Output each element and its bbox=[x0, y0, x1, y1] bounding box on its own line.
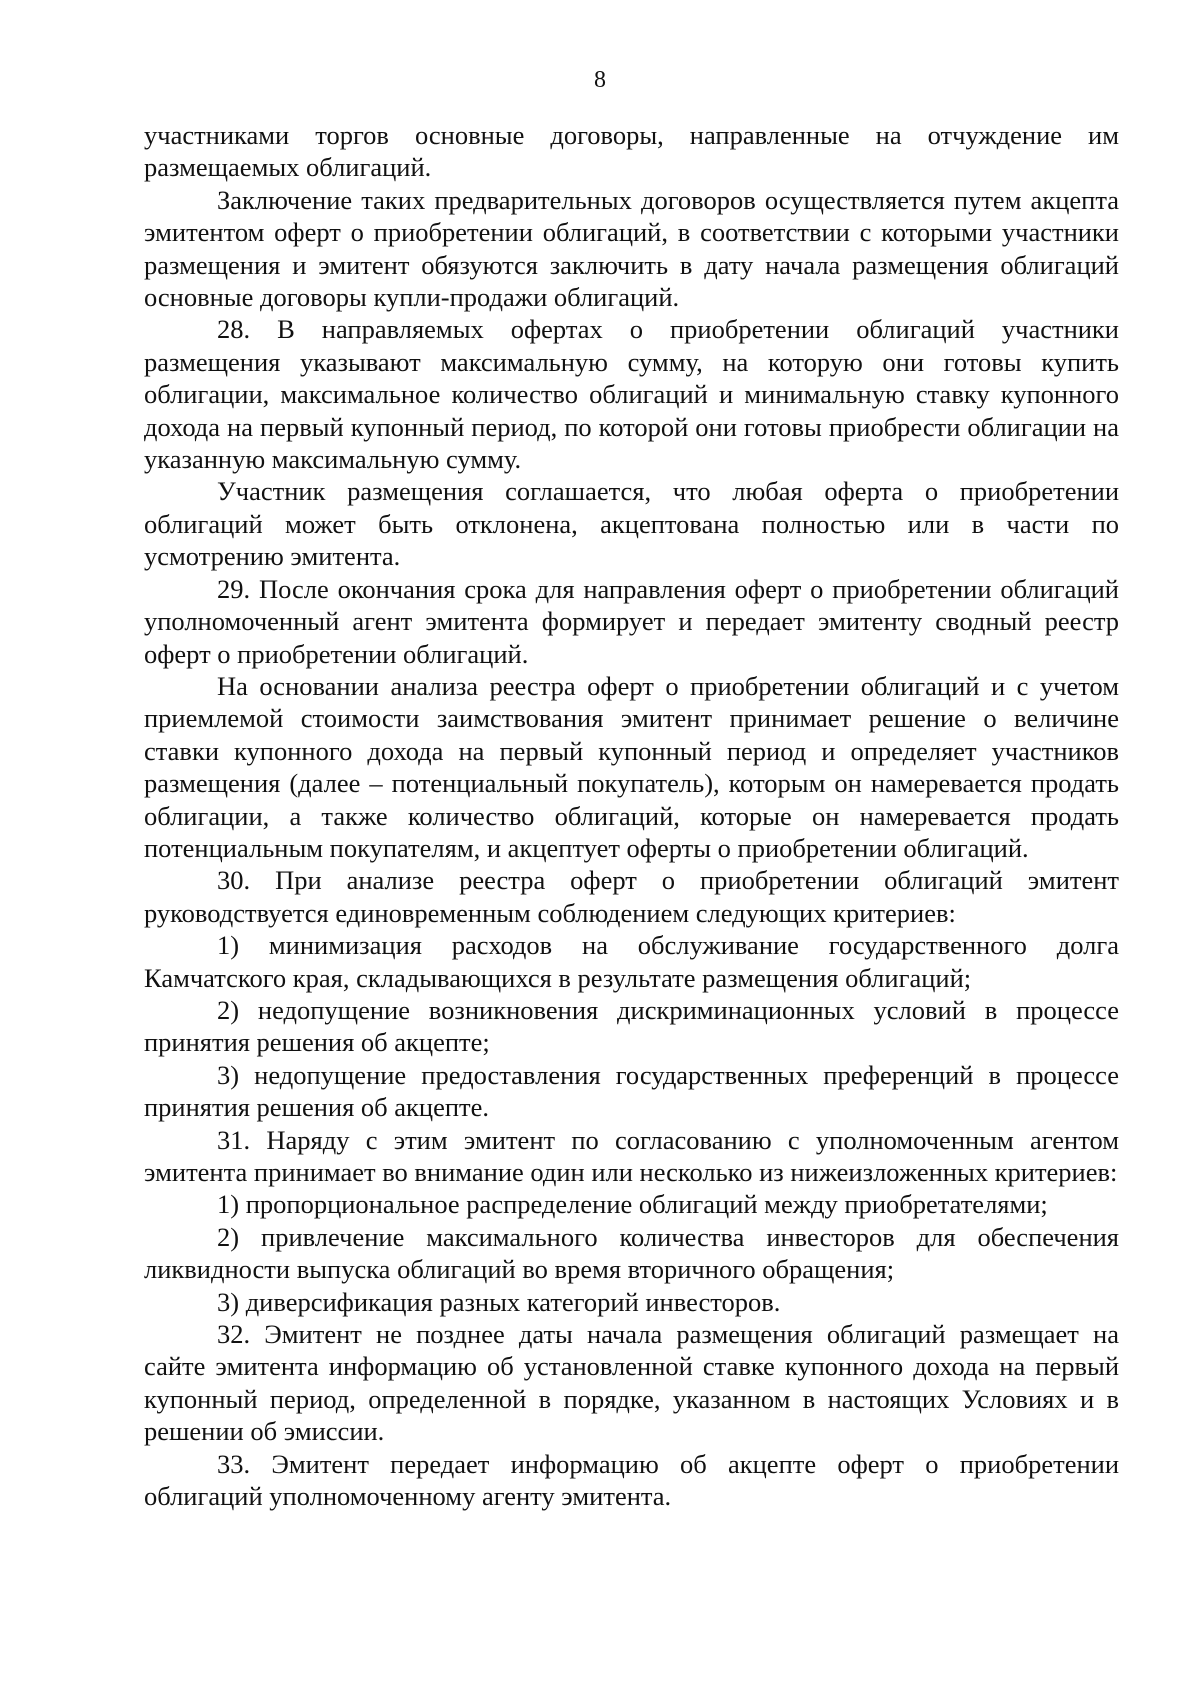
list-item-30-3: 3) недопущение предоставления государственных преференций в процессе принятия решения об акцепте. bbox=[144, 1059, 1119, 1123]
paragraph-continuation: участниками торгов основные договоры, направленные на отчуждение им размещаемых облигаций. bbox=[144, 120, 1119, 183]
paragraph-item-29: 29. После окончания срока для направления оферт о приобретении облигаций уполномоченный агент эмитента формирует и передает эмитенту сводный реестр оферт о приобретении облигаций. bbox=[144, 573, 1119, 669]
list-item-30-1: 1) минимизация расходов на обслуживание государственного долга Камчатского края, складывающихся в результате размещения облигаций; bbox=[144, 930, 1119, 993]
paragraph-item-30: 30. При анализе реестра оферт о приобретении облигаций эмитент руководствуется единовременным соблюдением следующих критериев: bbox=[144, 865, 1119, 928]
document-body bbox=[144, 119, 1119, 1512]
list-item-31-1: 1) пропорциональное распределение облигаций между приобретателями; bbox=[217, 1189, 1048, 1220]
paragraph-item-28: 28. В направляемых офертах о приобретении облигаций участники размещения указывают максимальную сумму, на которую они готовы купить облигации, максимальное количество облигаций и минимальную ставку купонного дохода на первый купонный период, по которой они готовы приобрести облигации на указанную максимальную сумму. bbox=[144, 314, 1119, 475]
list-item-31-3: 3) диверсификация разных категорий инвесторов. bbox=[217, 1286, 781, 1317]
paragraph-item-32: 32. Эмитент не позднее даты начала размещения облигаций размещает на сайте эмитента информацию об установленной ставке купонного дохода на первый купонный период, определенной в порядке, указанном в настоящих Условиях и в решении об эмиссии. bbox=[144, 1319, 1119, 1447]
list-item-30-2: 2) недопущение возникновения дискриминационных условий в процессе принятия решения об акцепте; bbox=[144, 994, 1119, 1058]
paragraph-item-31: 31. Наряду с этим эмитент по согласованию с уполномоченным агентом эмитента принимает во внимание один или несколько из нижеизложенных критериев: bbox=[144, 1124, 1119, 1187]
paragraph-registry-analysis: На основании анализа реестра оферт о приобретении облигаций и с учетом приемлемой стоимости заимствования эмитент принимает решение о величине ставки купонного дохода на первый купонный период и определяет участников размещения (далее – потенциальный покупатель), которым он намеревается продать облигации, а также количество облигаций, которые он намеревается продать потенциальным покупателям, и акцептует оферты о приобретении облигаций. bbox=[144, 670, 1119, 863]
paragraph-preliminary-contracts: Заключение таких предварительных договоров осуществляется путем акцепта эмитентом оферт о приобретении облигаций, в соответствии с которыми участники размещения и эмитент обязуются заключить в дату начала размещения облигаций основные договоры купли-продажи облигаций. bbox=[144, 184, 1119, 313]
list-item-31-2: 2) привлечение максимального количества инвесторов для обеспечения ликвидности выпуска облигаций во время вторичного обращения; bbox=[144, 1221, 1119, 1285]
paragraph-item-33: 33. Эмитент передает информацию об акцепте оферт о приобретении облигаций уполномоченному агенту эмитента. bbox=[144, 1448, 1119, 1512]
page-number: 8 bbox=[594, 67, 606, 93]
paragraph-participant-consent: Участник размещения соглашается, что любая оферта о приобретении облигаций может быть отклонена, акцептована полностью или в части по усмотрению эмитента. bbox=[144, 476, 1119, 572]
